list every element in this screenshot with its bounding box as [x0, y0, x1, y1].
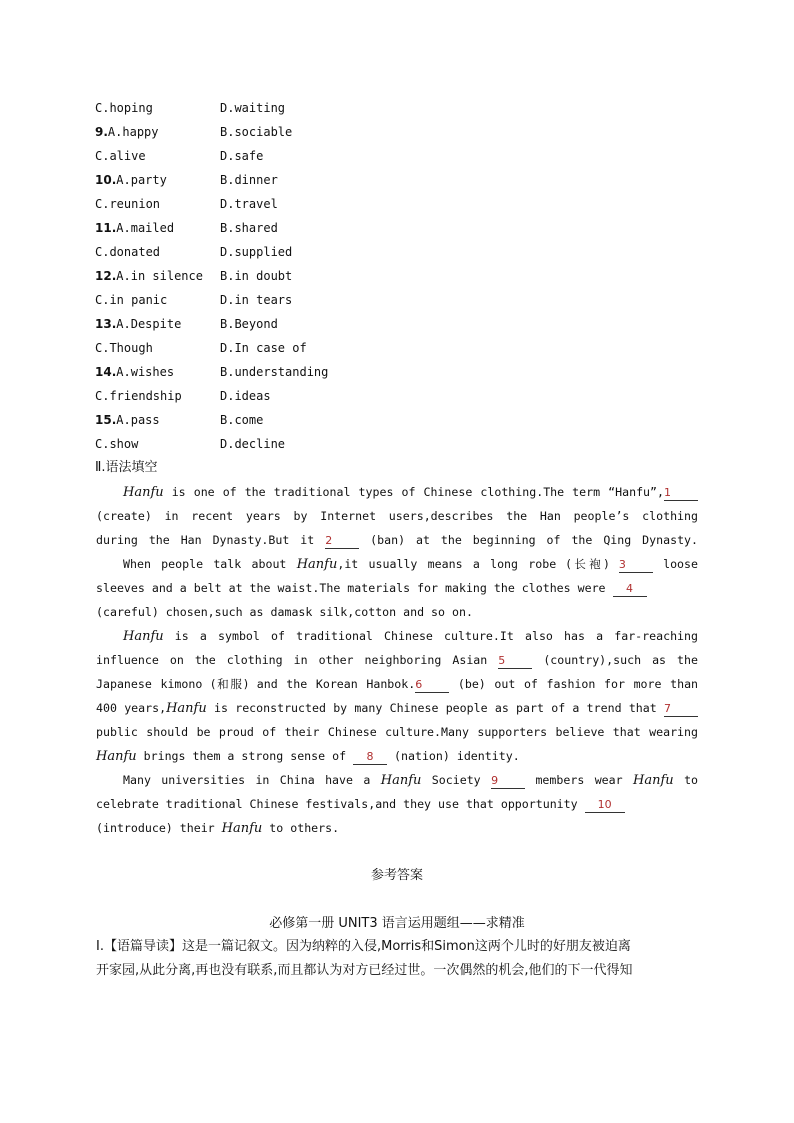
passage-line: sleeves and a belt at the waist.The materials for making the clothes were 4	[96, 578, 698, 598]
unit-title: 必修第一册 UNIT3 语言运用题组——求精准	[269, 916, 525, 931]
blank-4[interactable]: 4	[613, 581, 647, 597]
passage-line: during the Han Dynasty.But it 2 (ban) at the beginning of the Qing Dynasty.	[96, 533, 699, 547]
answer-line: 开家园,从此分离,再也没有联系,而且都认为对方已经过世。一次偶然的机会,他们的下一代得知	[96, 963, 633, 978]
passage-line: Hanfu is a symbol of traditional Chinese culture.It also has a far-reaching	[123, 629, 698, 644]
passage-line: Hanfu is one of the traditional types of Chinese clothing.The term “Hanfu”,1	[123, 482, 698, 503]
passage-line: influence on the clothing in other neighboring Asian 5 (country),such as the	[96, 653, 698, 667]
blank-10[interactable]: 10	[585, 797, 625, 813]
passage-line: Many universities in China have a Hanfu Society 9 members wear Hanfu to	[123, 773, 699, 788]
passage-line: celebrate traditional Chinese festivals,and they use that opportunity 10	[96, 794, 698, 814]
passage-line: public should be proud of their Chinese culture.Many supporters believe that wearing	[96, 725, 698, 739]
passage-line: 400 years,Hanfu is reconstructed by many Chinese people as part of a trend that 7	[96, 698, 698, 719]
passage-line: (careful) chosen,such as damask silk,cotton and so on.	[96, 605, 473, 619]
blank-2[interactable]: 2	[325, 533, 359, 549]
blank-5[interactable]: 5	[498, 653, 532, 669]
passage-line: (introduce) their Hanfu to others.	[96, 821, 340, 836]
passage-line: When people talk about Hanfu,it usually means a long robe (长袍) 3 loose	[123, 557, 698, 572]
blank-1[interactable]: 1	[664, 485, 698, 501]
passage-line: Japanese kimono (和服) and the Korean Hanbok.6 (be) out of fashion for more than	[96, 677, 699, 691]
section-heading: Ⅱ.语法填空	[95, 460, 158, 475]
passage-line: (create) in recent years by Internet users,describes the Han people’s clothing	[96, 509, 698, 523]
blank-6[interactable]: 6	[415, 677, 449, 693]
answers-title: 参考答案	[370, 868, 423, 883]
passage-line: Hanfu brings them a strong sense of 8 (nation) identity.	[96, 749, 520, 764]
document-page: C.hoping D.waiting 9.A.happy B.sociable C.alive D.safe 10.A.party B.dinner C.reunion D.travel 11.A.mailed B.shared C.donated D.supplied 12.A.in silence B.in doubt C.in panic D.in tears 13.A.Despite B.Beyond C.Though D.In case of 14.A.wishes B.understanding C.friendship D.ideas 15.A.pass B.come C.show D.decline Ⅱ.语法填空 Hanfu is one of the traditional types of Chinese clothing.The term “Hanfu”,1 (create) in recent years by Internet users,describes the Han people’s clothing during the Han Dynasty.But it 2 (ban) at the beginning of the Qing Dynasty. When people talk about Hanfu,it usually means a long robe (长袍) 3 loose sleeves and a belt at the waist.The materials for making the clothes were 4 (careful) chosen,such as damask silk,cotton and so on. Hanfu is a symbol of traditional Chinese culture.It also has a far-reaching influence on the clothing in other neighboring Asian 5 (country),such as the Japanese kimono (和服) and the Korean Hanbok.6 (be) out of fashion for more than 400 years,Hanfu is reconstructed by many Chinese people as part of a trend that 7 public should be proud of their Chinese culture.Many supporters believe that wearing Hanfu brings them a strong sense of 8 (nation) identity. Many universities in China have a Hanfu Society 9 members wear Hanfu to celebrate traditional Chinese festivals,and they use that opportunity 10 (introduce) their Hanfu to others. 参考答案 必修第一册 UNIT3 语言运用题组——求精准 Ⅰ.【语篇导读】这是一篇记叙文。因为纳粹的入侵,Morris和Simon这两个儿时的好朋友被迫离 开家园,从此分离,再也没有联系,而且都认为对方已经过世。一次偶然的机会,他们的下一代得知	[0, 0, 794, 1123]
answer-line: Ⅰ.【语篇导读】这是一篇记叙文。因为纳粹的入侵,Morris和Simon这两个儿时的好朋友被迫离	[96, 939, 631, 954]
blank-3[interactable]: 3	[619, 557, 653, 573]
blank-9[interactable]: 9	[491, 773, 525, 789]
blank-8[interactable]: 8	[353, 749, 387, 765]
blank-7[interactable]: 7	[664, 701, 698, 717]
